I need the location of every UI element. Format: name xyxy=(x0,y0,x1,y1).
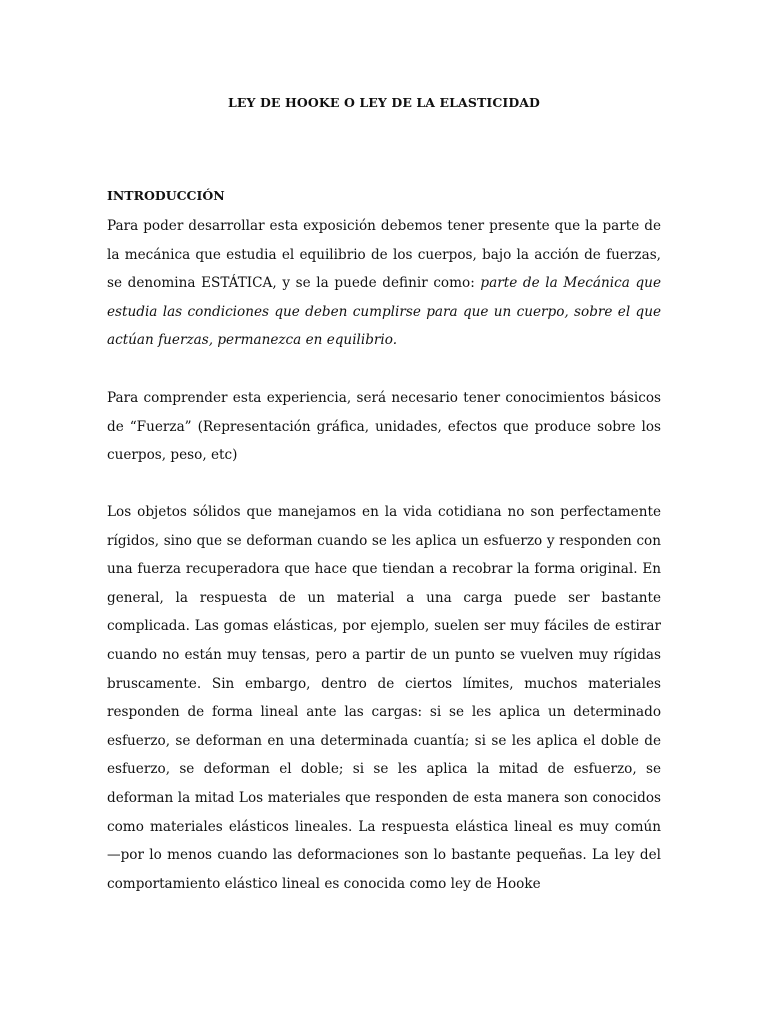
section-heading-introduccion: INTRODUCCIÓN xyxy=(107,188,225,203)
paragraph-estatica xyxy=(107,212,661,355)
paragraph-estatica-text: Para poder desarrollar esta exposición debemos tener presente que la parte de la mecánica que estudia el equilibrio de los cuerpos, bajo la acción de fuerzas, se denomina ESTÁTICA, y se la puede definir como: xyxy=(107,218,661,292)
paragraph-estatica-definition: parte de la Mecánica que estudia las condiciones que deben cumplirse para que un cuerpo, sobre el que actúan fuerzas, permanezca en equilibrio. xyxy=(107,275,661,349)
paragraph-hooke: Los objetos sólidos que manejamos en la vida cotidiana no son perfectamente rígidos, sino que se deforman cuando se les aplica un esfuerzo y responden con una fuerza recuperadora que hace que tiendan a recobrar la forma original. En general, la respuesta de un material a una carga puede ser bastante complicada. Las gomas elásticas, por ejemplo, suelen ser muy fáciles de estirar cuando no están muy tensas, pero a partir de un punto se vuelven muy rígidas bruscamente. Sin embargo, dentro de ciertos límites, muchos materiales responden de forma lineal ante las cargas: si se les aplica un determinado esfuerzo, se deforman en una determinada cuantía; si se les aplica el doble de esfuerzo, se deforman el doble; si se les aplica la mitad de esfuerzo, se deforman la mitad Los materiales que responden de esta manera son conocidos como materiales elásticos lineales. La respuesta elástica lineal es muy común —por lo menos cuando las deformaciones son lo bastante pequeñas. La ley del comportamiento elástico lineal es conocida como ley de Hooke xyxy=(107,504,661,892)
document-title: LEY DE HOOKE O LEY DE LA ELASTICIDAD xyxy=(228,95,540,110)
paragraph-fuerza: Para comprender esta experiencia, será necesario tener conocimientos básicos de “Fuerza” (Representación gráfica, unidades, efectos que produce sobre los cuerpos, peso, etc) xyxy=(107,390,661,464)
